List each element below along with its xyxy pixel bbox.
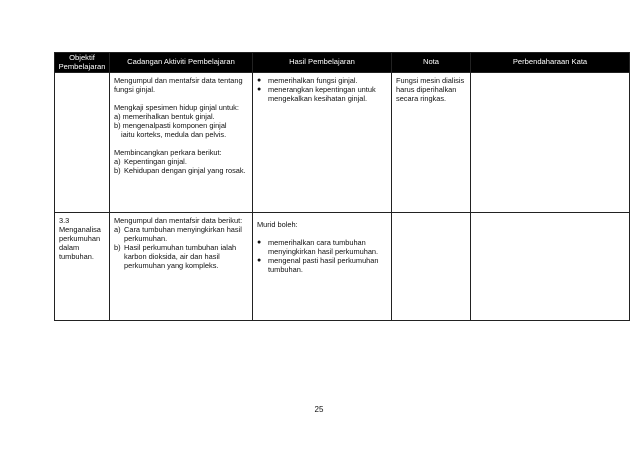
row1-cadangan-p3: Membincangkan perkara berikut:: [114, 148, 222, 157]
header-nota: Nota: [392, 53, 471, 73]
row2-perbendaharaan-cell: [471, 213, 630, 321]
row1-cadangan-p1: Mengumpul dan mentafsir data tentang fungsi ginjal.: [114, 76, 243, 94]
row2-hasil-intro: Murid boleh:: [257, 220, 298, 229]
row2-objektif-cell: 3.3 Menganalisa perkumuhan dalam tumbuhan.: [55, 213, 110, 321]
header-objektif: Objektif Pembelajaran: [55, 53, 110, 73]
row1-nota-cell: Fungsi mesin dialisis harus diperihalkan secara ringkas.: [392, 73, 471, 213]
header-cadangan: Cadangan Aktiviti Pembelajaran: [110, 53, 253, 73]
row2-cadangan-list: [114, 225, 248, 270]
row2-hasil-cell: [253, 213, 392, 321]
list-item: ● menerangkan kepentingan untuk mengekalkan kesihatan ginjal.: [257, 85, 376, 103]
row1-hasil-cell: [253, 73, 392, 213]
row1-objektif-cell: [55, 73, 110, 213]
bullet-icon: ●: [257, 257, 262, 264]
row2-nota-cell: [392, 213, 471, 321]
table-row: [55, 213, 630, 321]
header-perbendaharaan: Perbendaharaan Kata: [471, 53, 630, 73]
row2-cadangan-p1: Mengumpul dan mentafsir data berikut:: [114, 216, 243, 225]
bullet-icon: ●: [257, 86, 262, 93]
row1-cadangan-p2: Mengkaji spesimen hidup ginjal untuk:: [114, 103, 239, 112]
bullet-icon: ●: [257, 239, 262, 246]
row1-hasil-list: [257, 76, 387, 103]
list-item: a) Kepentingan ginjal.: [114, 157, 187, 166]
row2-hasil-list: [257, 238, 387, 274]
row1-perbendaharaan-cell: [471, 73, 630, 213]
learning-plan-table: [54, 52, 630, 321]
list-item: ● memerihalkan cara tumbuhan menyingkirkan hasil perkumuhan.: [257, 238, 379, 256]
header-hasil: Hasil Pembelajaran: [253, 53, 392, 73]
list-item: a) Cara tumbuhan menyingkirkan hasil perkumuhan.: [114, 225, 242, 243]
list-item: b) Hasil perkumuhan tumbuhan ialah karbon dioksida, air dan hasil perkumuhan yang kompleks.: [114, 243, 237, 270]
row1-cadangan-p2a: a) memerihalkan bentuk ginjal.: [114, 112, 215, 121]
page-number: 25: [314, 405, 324, 414]
list-item: b) Kehidupan dengan ginjal yang rosak.: [114, 166, 246, 175]
row1-cadangan-list: [114, 157, 248, 175]
table-row: [55, 73, 630, 213]
row2-cadangan-cell: [110, 213, 253, 321]
list-item: ● mengenal pasti hasil perkumuhan tumbuhan.: [257, 256, 379, 274]
row1-cadangan-p2b-cont: iaitu korteks, medula dan pelvis.: [121, 130, 227, 139]
row1-cadangan-cell: [110, 73, 253, 213]
list-item: ● memerihalkan fungsi ginjal.: [257, 76, 358, 85]
row1-cadangan-p2b: b) mengenalpasti komponen ginjal: [114, 121, 227, 130]
bullet-icon: ●: [257, 77, 262, 84]
table-header-row: [55, 53, 630, 73]
